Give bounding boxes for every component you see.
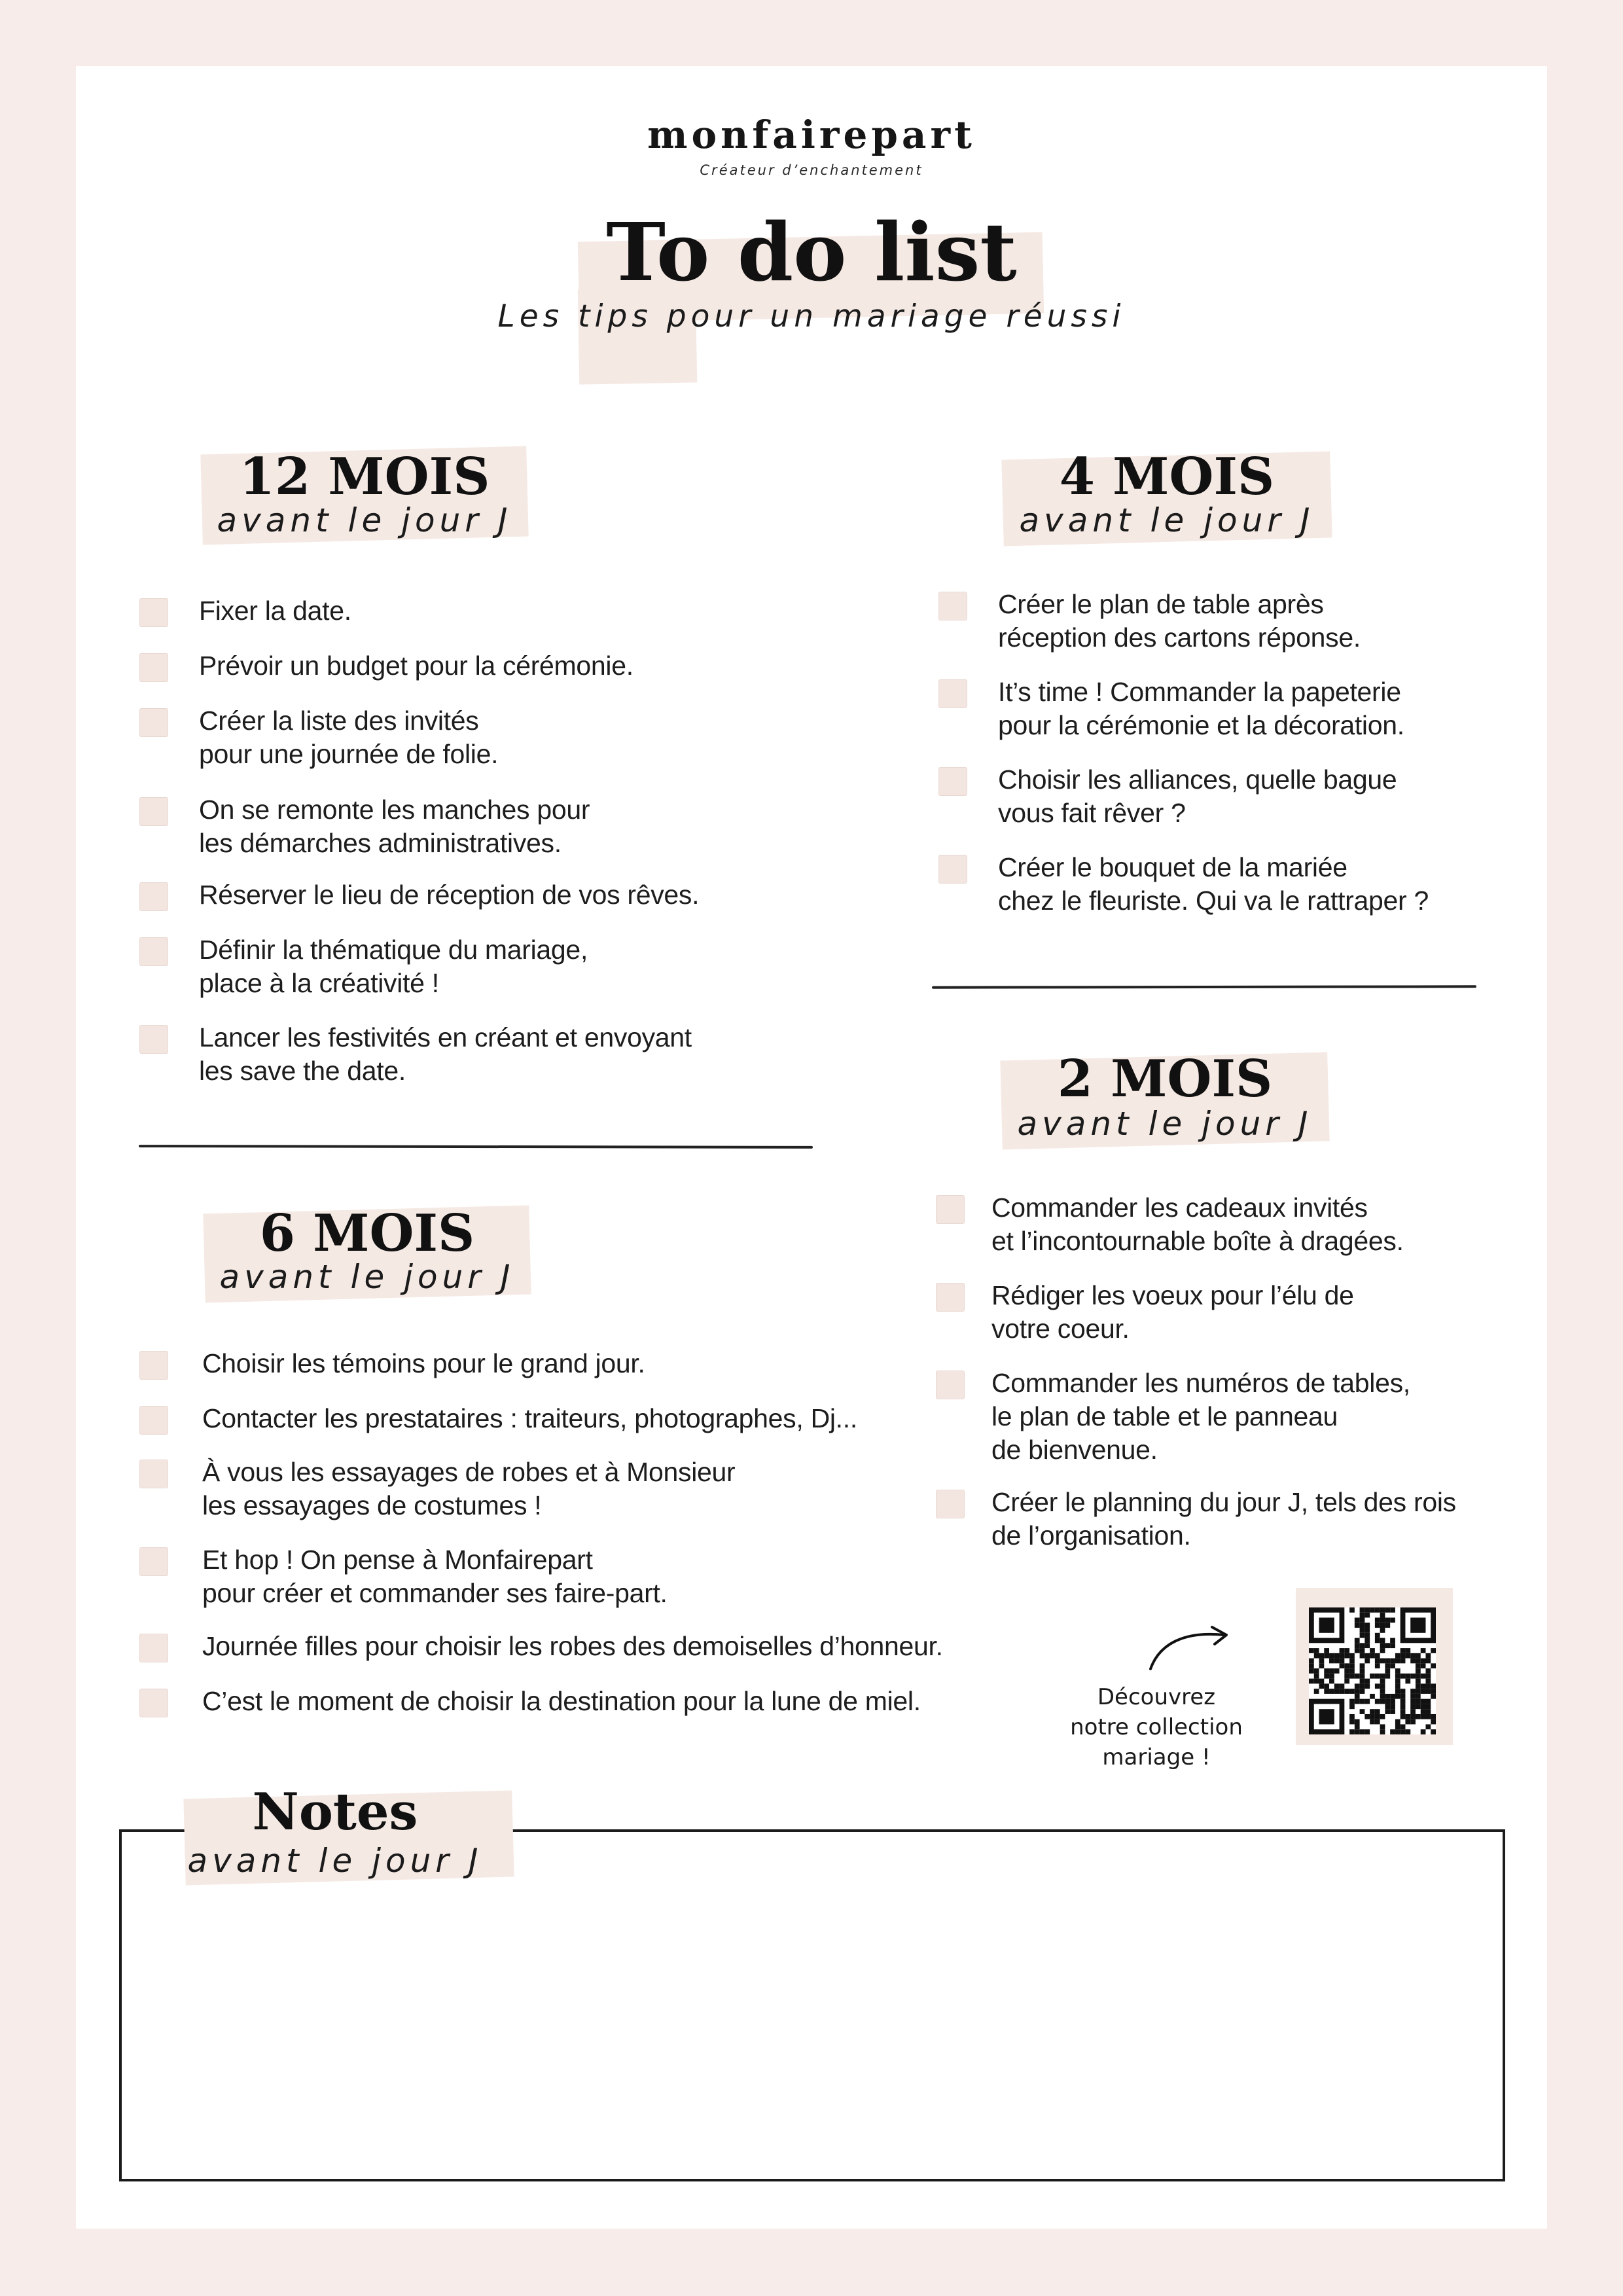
section-2-title: 2 MOIS <box>1057 1049 1273 1109</box>
section-4-title: 4 MOIS <box>1059 447 1275 507</box>
checkbox-icon[interactable] <box>936 1490 965 1518</box>
checkbox-icon[interactable] <box>139 882 168 911</box>
checkbox-icon[interactable] <box>938 592 967 620</box>
checkbox-icon[interactable] <box>139 937 168 966</box>
checkbox-icon[interactable] <box>139 653 168 682</box>
checkbox-icon[interactable] <box>139 1689 168 1717</box>
checkbox-icon[interactable] <box>938 679 967 708</box>
checkbox-icon[interactable] <box>139 1547 168 1576</box>
checkbox-icon[interactable] <box>936 1283 965 1312</box>
checkbox-icon[interactable] <box>139 1025 168 1054</box>
page-title: To do list <box>606 205 1017 299</box>
section-12-title: 12 MOIS <box>239 447 490 507</box>
section-12-subtitle: avant le jour J <box>217 501 512 539</box>
checkbox-icon[interactable] <box>936 1371 965 1399</box>
brand-logo: monfairepart <box>647 113 976 157</box>
checkbox-icon[interactable] <box>139 1406 168 1435</box>
section-2-subtitle: avant le jour J <box>1017 1105 1313 1143</box>
notes-subtitle: avant le jour J <box>187 1842 483 1880</box>
qr-code-icon[interactable] <box>1309 1607 1436 1734</box>
checkbox-icon[interactable] <box>139 598 168 627</box>
checkbox-icon[interactable] <box>938 767 967 796</box>
checkbox-icon[interactable] <box>139 1634 168 1662</box>
checkbox-icon[interactable] <box>936 1195 965 1224</box>
collection-cta[interactable]: Découvrez notre collection mariage ! <box>1070 1684 1243 1770</box>
checkbox-icon[interactable] <box>139 797 168 826</box>
brand-tagline: Créateur d’enchantement <box>700 162 923 178</box>
section-6-subtitle: avant le jour J <box>219 1258 515 1296</box>
page-subtitle: Les tips pour un mariage réussi <box>497 298 1126 334</box>
section-4-subtitle: avant le jour J <box>1019 501 1315 539</box>
section-6-title: 6 MOIS <box>259 1204 475 1263</box>
checkbox-icon[interactable] <box>139 708 168 737</box>
checkbox-icon[interactable] <box>139 1351 168 1380</box>
checkbox-icon[interactable] <box>938 855 967 884</box>
checkbox-icon[interactable] <box>139 1460 168 1488</box>
notes-area[interactable] <box>119 1829 1505 2181</box>
curved-arrow-icon <box>1147 1623 1238 1676</box>
notes-title: Notes <box>252 1782 418 1842</box>
